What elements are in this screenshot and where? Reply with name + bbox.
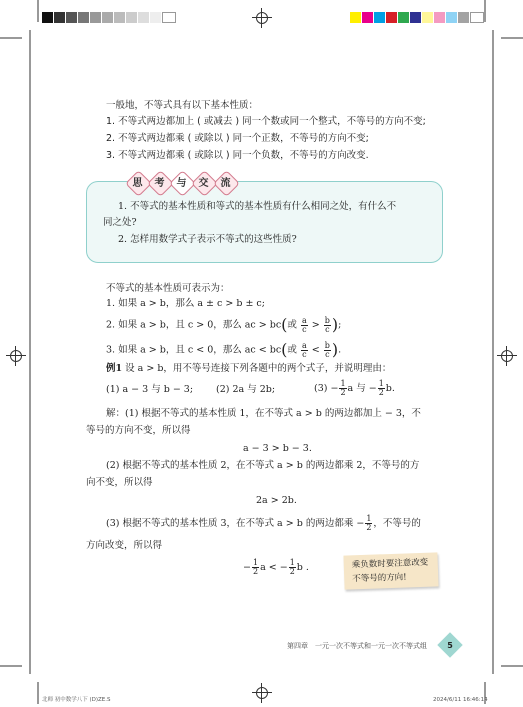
print-slug-right: 2024/6/11 16:46:14	[433, 697, 488, 703]
example-item-1: (1) a − 3 与 b − 3;	[106, 384, 194, 395]
property-3: 3. 如果 a > b，且 c < 0，那么 ac < bc(或 $\frac{a}{c}$ < $\frac{b}{c}$ ).	[106, 340, 342, 359]
solution-1a: 解：(1) 根据不等式的基本性质 1，在不等式 a > b 的两边都加上 − 3，不	[106, 408, 421, 419]
solution-1b: 等号的方向不变，所以得	[86, 425, 191, 436]
result-1: a − 3 > b − 3.	[243, 443, 312, 454]
rule-2: 2. 不等式两边都乘 ( 或除以 ) 同一个正数，不等号的方向不变;	[106, 133, 369, 144]
example-item-2: (2) 2a 与 2b;	[216, 384, 276, 395]
example-title: 例1	[106, 363, 123, 374]
discuss-question-2: 2. 怎样用数学式子表示不等式的这些性质?	[118, 234, 297, 245]
example-line	[106, 362, 391, 375]
solution-3a: (3) 根据不等式的基本性质 3，在不等式 a > b 的两边都乘 − $\frac{1}{2}$ ，不等号的	[106, 514, 421, 532]
heading-char: 交	[198, 178, 209, 189]
print-slug-left: 北师 初中数学八下 (D)ZE.S	[42, 697, 111, 703]
property-1: 1. 如果 a > b，那么 a ± c > b ± c;	[106, 298, 265, 309]
example-text: 设 a > b，用不等号连接下列各题中的两个式子，并说明理由：	[125, 363, 392, 374]
solution-2b: 向不变，所以得	[86, 477, 153, 488]
heading-char: 思	[132, 178, 143, 189]
discuss-question-1a: 1. 不等式的基本性质和等式的基本性质有什么相同之处，有什么不	[118, 201, 397, 212]
result-3: − $\frac{1}{2}$ a < − $\frac{1}{2}$ b .	[243, 558, 309, 576]
example-item-3: (3) − $\frac{1}{2}$ a 与 − $\frac{1}{2}$ b.	[314, 379, 395, 397]
intro-lead: 一般地，不等式具有以下基本性质：	[106, 100, 259, 111]
rule-1: 1. 不等式两边都加上 ( 或减去 ) 同一个数或同一个整式，不等号的方向不变;	[106, 116, 426, 127]
discuss-question-1b: 同之处?	[103, 217, 137, 228]
result-2: 2a > 2b.	[256, 495, 297, 506]
sticky-note	[343, 552, 438, 589]
heading-char: 与	[176, 178, 187, 189]
heading-char: 考	[154, 178, 165, 189]
solution-3b: 方向改变，所以得	[86, 540, 163, 551]
page-number: 5	[447, 641, 453, 650]
symbolic-lead: 不等式的基本性质可表示为：	[106, 283, 230, 294]
note-line-1: 乘负数时要注意改变	[351, 557, 429, 571]
property-2: 2. 如果 a > b，且 c > 0，那么 ac > bc(或 $\frac{a}{c}$ > $\frac{b}{c}$ );	[106, 315, 342, 334]
solution-2a: (2) 根据不等式的基本性质 2，在不等式 a > b 的两边都乘 2，不等号的方	[106, 460, 420, 471]
heading-char: 流	[220, 178, 231, 189]
note-line-2: 不等号的方向!	[352, 572, 407, 585]
chapter-footer: 第四章 一元一次不等式和一元一次不等式组	[287, 642, 427, 650]
rule-3: 3. 不等式两边都乘 ( 或除以 ) 同一个负数，不等号的方向改变.	[106, 150, 369, 161]
